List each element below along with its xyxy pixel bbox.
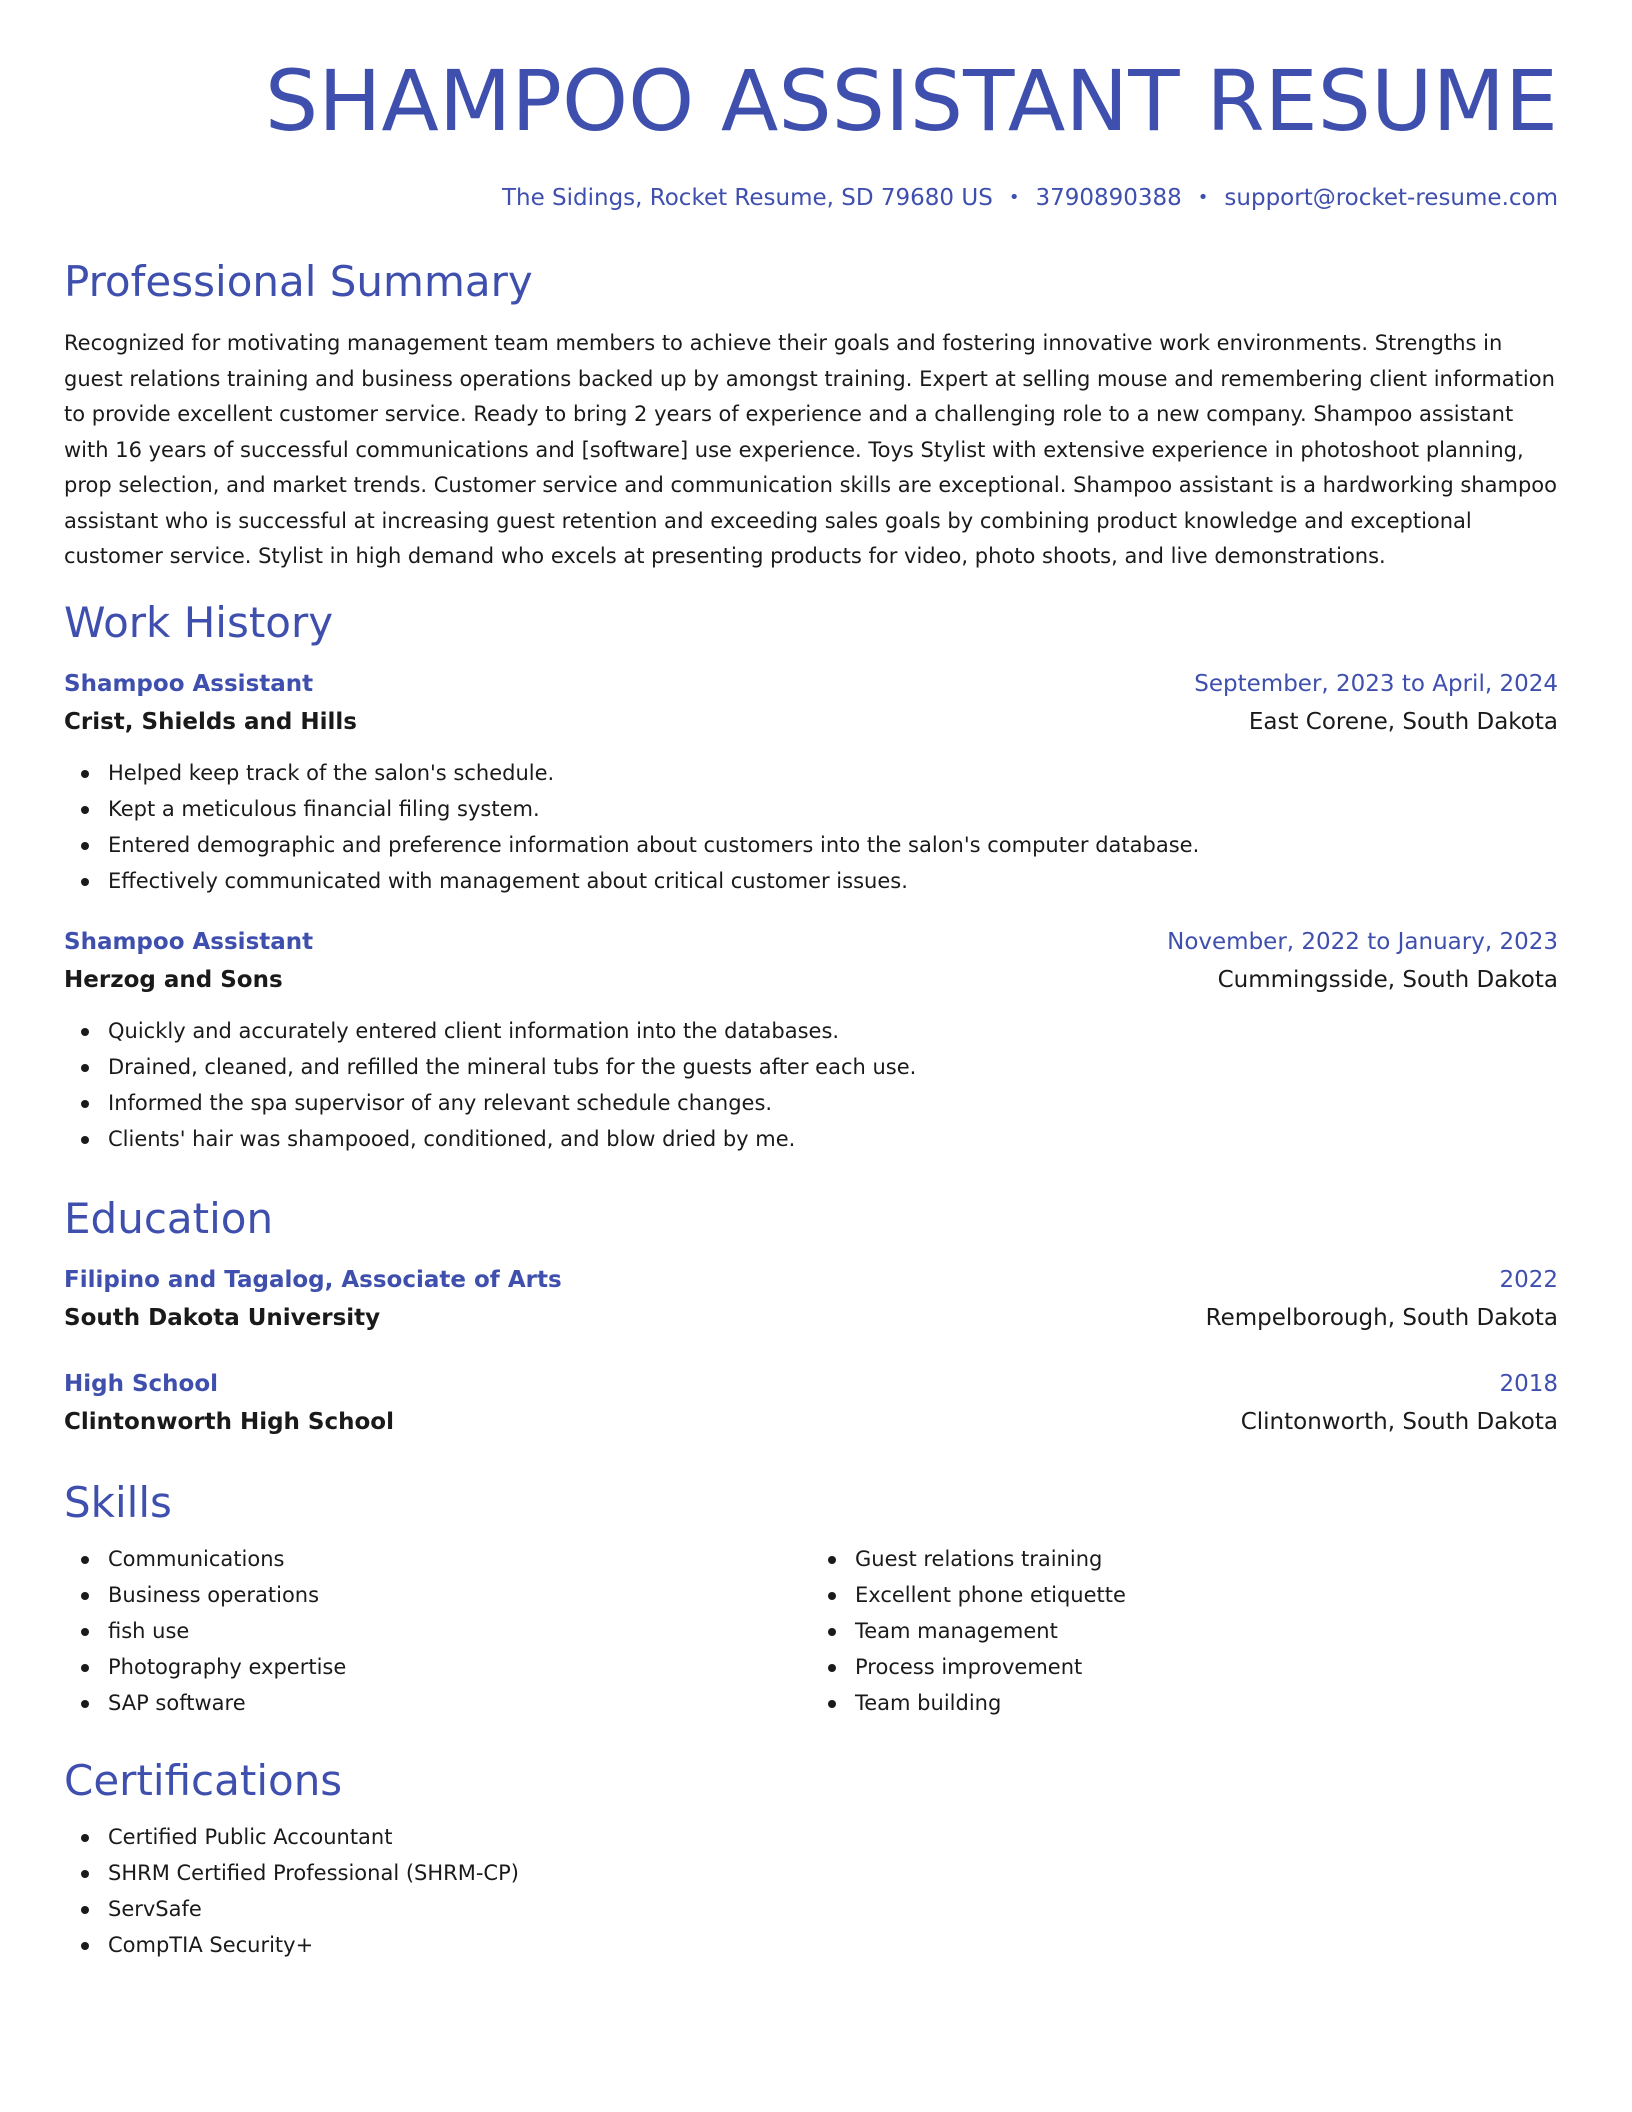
- list-item: Clients' hair was shampooed, conditioned, and blow dried by me.: [108, 1121, 1558, 1157]
- resume-page: [64, 0, 1558, 1963]
- list-item: Photography expertise: [108, 1649, 811, 1685]
- list-item: Effectively communicated with management about critical customer issues.: [108, 863, 1558, 899]
- job-header-row: [64, 923, 1558, 961]
- certifications-heading: Certifications: [64, 1755, 343, 1805]
- job-role: Shampoo Assistant: [64, 928, 314, 955]
- list-item: Process improvement: [855, 1649, 1558, 1685]
- list-item: CompTIA Security+: [108, 1927, 1558, 1963]
- education-school: South Dakota University: [64, 1304, 381, 1331]
- education-header-row: [64, 1261, 1558, 1299]
- contact-phone: 3790890388: [1035, 185, 1182, 211]
- job-role: Shampoo Assistant: [64, 670, 314, 697]
- skills-list-left: [64, 1541, 811, 1721]
- contact-separator: •: [1197, 187, 1209, 208]
- contact-separator: •: [1008, 187, 1020, 208]
- contact-line: [64, 182, 1558, 214]
- skills-list-right: [811, 1541, 1558, 1721]
- list-item: SAP software: [108, 1685, 811, 1721]
- list-item: Drained, cleaned, and refilled the mineral tubs for the guests after each use.: [108, 1049, 1558, 1085]
- list-item: Entered demographic and preference information about customers into the salon's computer database.: [108, 827, 1558, 863]
- list-item: Guest relations training: [855, 1541, 1558, 1577]
- education-degree: High School: [64, 1370, 219, 1397]
- job-dates: September, 2023 to April, 2024: [1194, 670, 1558, 697]
- list-item: Communications: [108, 1541, 811, 1577]
- education-heading: Education: [64, 1193, 274, 1243]
- education-location: Clintonworth, South Dakota: [1240, 1408, 1558, 1435]
- list-item: ServSafe: [108, 1891, 1558, 1927]
- certifications-list: [64, 1819, 1558, 1963]
- job-entry: [64, 923, 1558, 1157]
- education-header-row: [64, 1365, 1558, 1403]
- skills-heading: Skills: [64, 1477, 172, 1527]
- education-entry: [64, 1365, 1558, 1441]
- job-bullets: [64, 1013, 1558, 1157]
- contact-email: support@rocket-resume.com: [1224, 185, 1558, 211]
- list-item: Certified Public Accountant: [108, 1819, 1558, 1855]
- list-item: fish use: [108, 1613, 811, 1649]
- job-location: East Corene, South Dakota: [1248, 708, 1558, 735]
- list-item: Quickly and accurately entered client information into the databases.: [108, 1013, 1558, 1049]
- list-item: Excellent phone etiquette: [855, 1577, 1558, 1613]
- education-year: 2018: [1499, 1370, 1558, 1397]
- education-location: Rempelborough, South Dakota: [1205, 1304, 1558, 1331]
- job-dates: November, 2022 to January, 2023: [1167, 928, 1558, 955]
- education-entry: [64, 1261, 1558, 1337]
- list-item: Helped keep track of the salon's schedule.: [108, 755, 1558, 791]
- job-bullets: [64, 755, 1558, 899]
- education-school-row: [64, 1299, 1558, 1337]
- list-item: Team building: [855, 1685, 1558, 1721]
- list-item: Team management: [855, 1613, 1558, 1649]
- job-company: Crist, Shields and Hills: [64, 708, 357, 735]
- job-location: Cummingsside, South Dakota: [1217, 966, 1558, 993]
- list-item: Kept a meticulous financial filing system.: [108, 791, 1558, 827]
- education-school: Clintonworth High School: [64, 1408, 394, 1435]
- skills-columns: [64, 1529, 1558, 1721]
- job-company: Herzog and Sons: [64, 966, 283, 993]
- list-item: Business operations: [108, 1577, 811, 1613]
- resume-title: SHAMPOO ASSISTANT RESUME: [264, 52, 1558, 150]
- work-history-heading: Work History: [64, 597, 334, 647]
- job-entry: [64, 665, 1558, 899]
- list-item: Informed the spa supervisor of any relevant schedule changes.: [108, 1085, 1558, 1121]
- education-year: 2022: [1499, 1266, 1558, 1293]
- education-degree: Filipino and Tagalog, Associate of Arts: [64, 1266, 562, 1293]
- list-item: SHRM Certified Professional (SHRM-CP): [108, 1855, 1558, 1891]
- contact-address: The Sidings, Rocket Resume, SD 79680 US: [501, 185, 993, 211]
- job-header-row: [64, 665, 1558, 703]
- job-company-row: [64, 703, 1558, 741]
- summary-heading: Professional Summary: [64, 257, 533, 306]
- summary-text: Recognized for motivating management team members to achieve their goals and fostering innovative work environments. Strengths in guest relations training and business operations backed up by amongst training. Expert at selling mouse and remembering client information to provide excellent customer service. Ready to bring 2 years of experience and a challenging role to a new company. Shampoo assistant with 16 years of successful communications and [software] use experience. Toys Stylist with extensive experience in photoshoot planning, prop selection, and market trends. Customer service and communication skills are exceptional. Shampoo assistant is a hardworking shampoo assistant who is successful at increasing guest retention and exceeding sales goals by combining product knowledge and exceptional customer service. Stylist in high demand who excels at presenting products for video, photo shoots, and live demonstrations.: [64, 331, 1557, 568]
- education-school-row: [64, 1403, 1558, 1441]
- job-company-row: [64, 961, 1558, 999]
